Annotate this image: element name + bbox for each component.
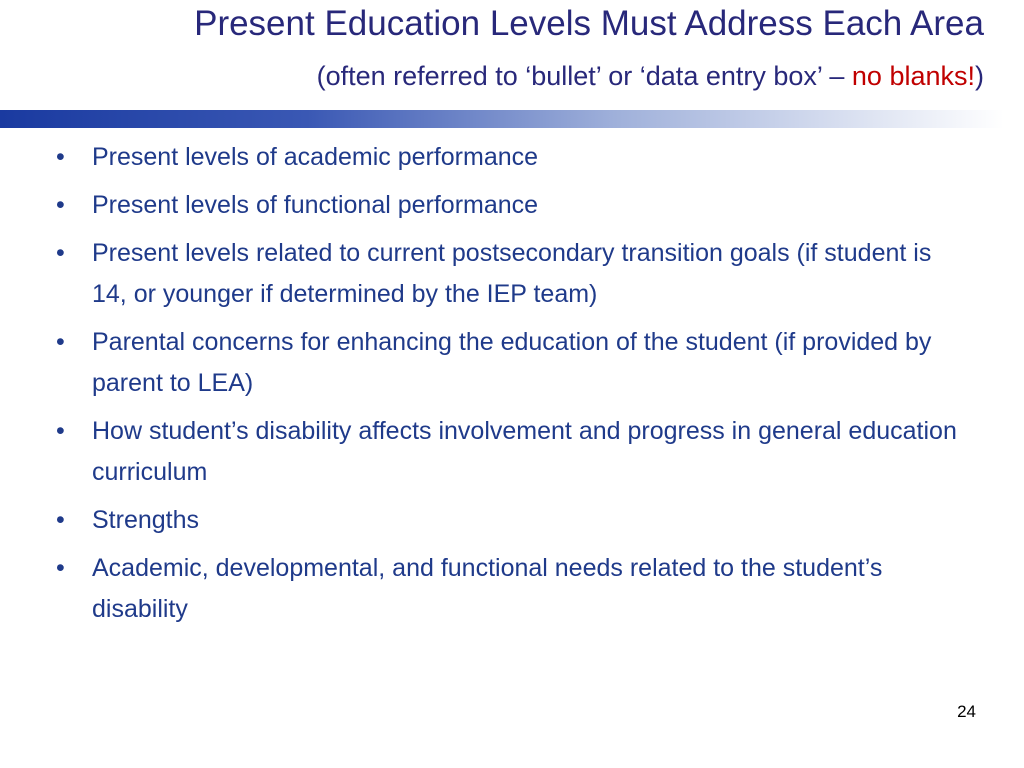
page-number: 24 [957, 702, 976, 721]
bullet-marker: • [56, 506, 65, 534]
bullet-text: Academic, developmental, and functional needs related to the student’s disability [92, 554, 883, 623]
bullet-item [52, 322, 962, 404]
bullet-marker: • [56, 417, 65, 445]
bullet-marker: • [56, 554, 65, 582]
slide-title: Present Education Levels Must Address Each Area [194, 4, 984, 43]
title-divider-bar [0, 110, 1024, 128]
bullet-text: Strengths [92, 506, 200, 534]
subtitle-prefix: (often referred to ‘bullet’ or ‘data entry box’ – [316, 61, 852, 91]
bullet-item [52, 411, 962, 493]
bullet-list [52, 137, 962, 637]
bullet-text: Present levels related to current postsecondary transition goals (if student is 14, or younger if determined by the IEP team) [92, 239, 932, 308]
bullet-item [52, 500, 962, 541]
bullet-item [52, 137, 962, 178]
subtitle-emphasis: no blanks! [851, 61, 975, 91]
bullet-text: Parental concerns for enhancing the education of the student (if provided by parent to LEA) [92, 328, 932, 397]
subtitle-suffix: ) [975, 61, 984, 91]
bullet-text: How student’s disability affects involvement and progress in general education curriculum [92, 417, 957, 486]
bullet-text: Present levels of functional performance [92, 191, 539, 219]
bullet-item [52, 233, 962, 315]
bullet-marker: • [56, 328, 65, 356]
slide-subtitle [317, 56, 984, 96]
bullet-item [52, 185, 962, 226]
bullet-marker: • [56, 191, 65, 219]
bullet-text: Present levels of academic performance [92, 143, 539, 171]
bullet-marker: • [56, 239, 65, 267]
bullet-marker: • [56, 143, 65, 171]
bullet-item [52, 548, 962, 630]
